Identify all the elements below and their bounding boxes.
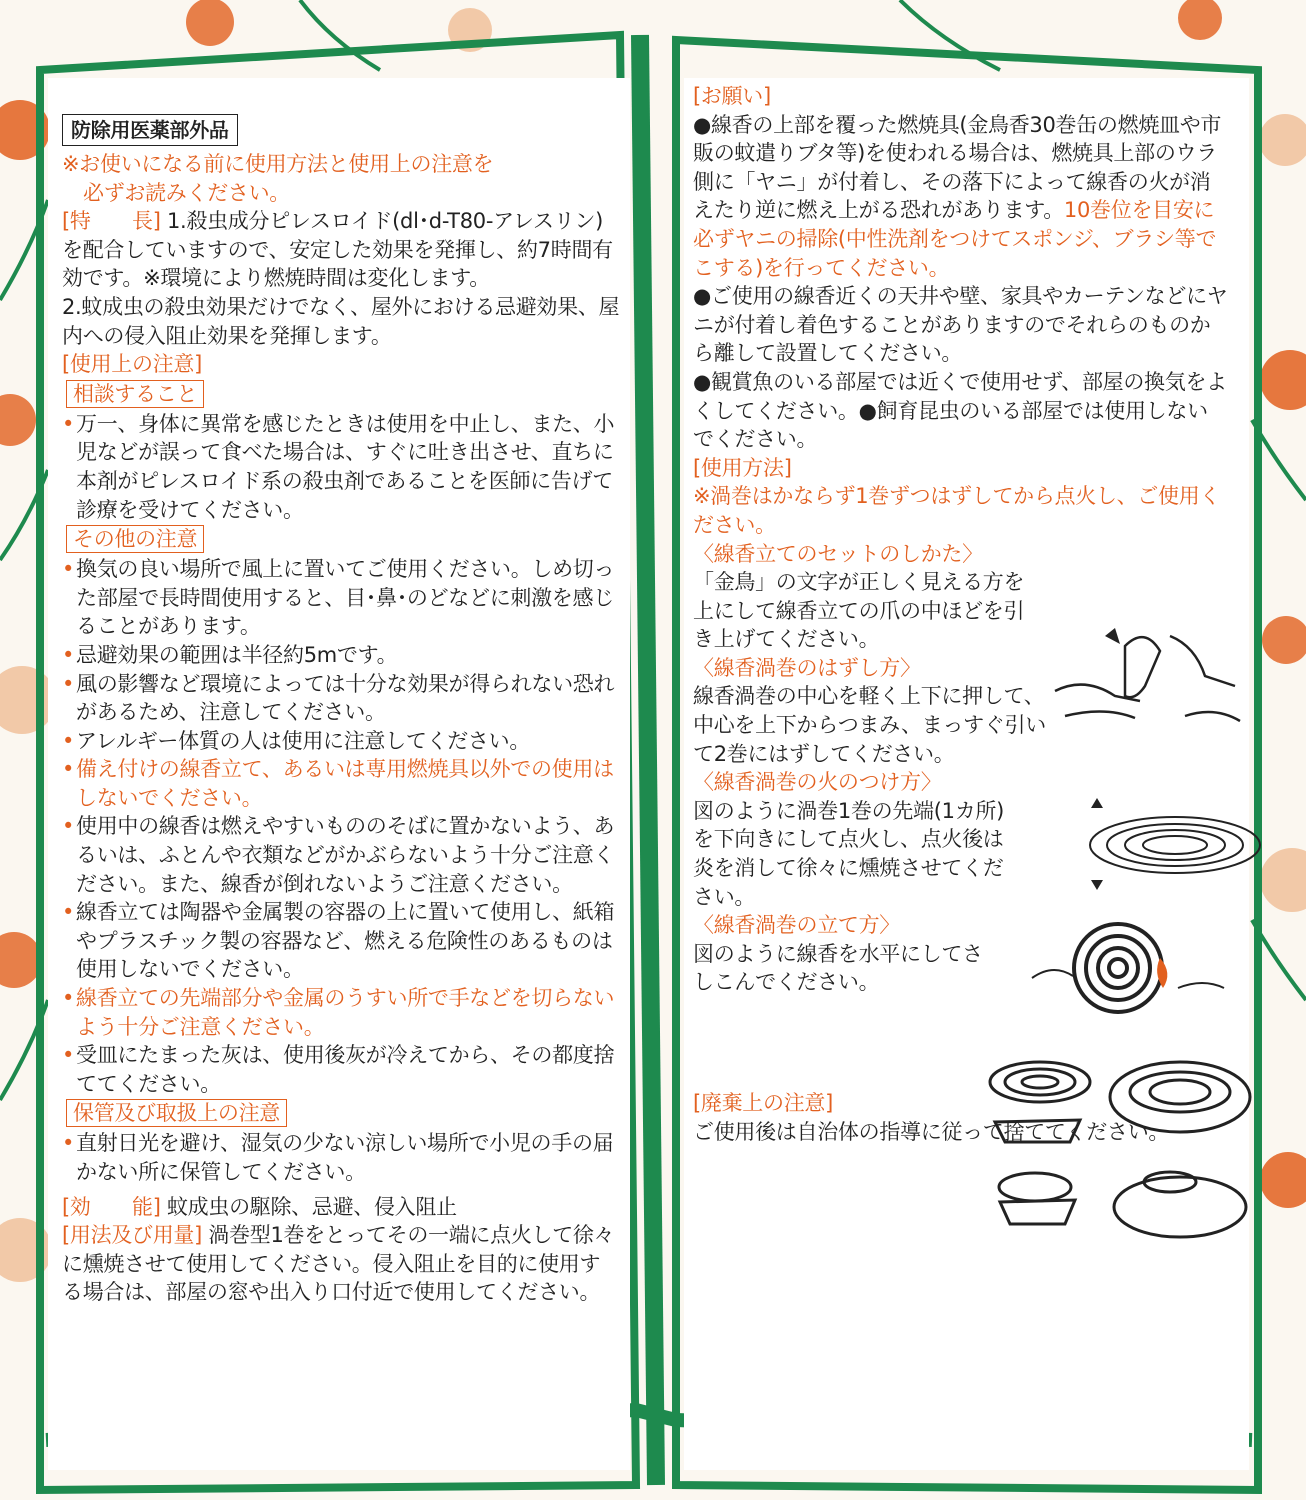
- setup-text: 「金鳥」の文字が正しく見える方を上にして線香立ての爪の中ほどを引き上げてください。: [693, 570, 1025, 652]
- other-precaution-item: • 風の影響など環境によっては十分な効果が得られない恐れがあるため、注意してください。: [62, 670, 620, 727]
- request-paragraph-1: ●線香の上部を覆った燃焼具(金鳥香30巻缶の燃焼皿や市販の蚊遣りブタ等)を使われる場合は、燃焼具上部のウラ側に「ヤニ」が付着し、その落下によって線香の火が消えたり逆に燃え上がる恐れがあります。10巻位を目安に必ずヤニの掃除(中性洗剤をつけてスポンジ、ブラシ等でこする)を行ってください。: [693, 112, 1222, 280]
- efficacy-label: [効 能]: [62, 1194, 161, 1219]
- features-label: [特 長]: [62, 209, 161, 234]
- other-precautions-heading: その他の注意: [66, 525, 204, 553]
- other-precaution-item: • 受皿にたまった灰は、使用後灰が冷えてから、その都度捨ててください。: [62, 1041, 620, 1098]
- dosage-label: [用法及び用量]: [62, 1223, 202, 1248]
- coil-separation-illustration: [1085, 790, 1265, 900]
- efficacy-text: 蚊成虫の駆除、忌避、侵入阻止: [160, 1194, 457, 1219]
- light-heading: 〈線香渦巻の火のつけ方〉: [693, 770, 942, 795]
- disposal-text: ご使用後は自治体の指導に従って捨ててください。: [693, 1119, 1170, 1144]
- remove-heading: 〈線香渦巻のはずし方〉: [693, 655, 921, 680]
- dosage-section: [62, 1221, 620, 1307]
- consult-item: • 万一、身体に異常を感じたときは使用を中止し、また、小児などが誤って食べた場合は、すぐに吐き出させ、直ちに本剤がピレスロイド系の殺虫剤であることを医師に告げて診療を受けてください。: [62, 410, 620, 524]
- request-paragraph-3: ●観賞魚のいる部屋では近くで使用せず、部屋の換気をよくしてください。●飼育昆虫のいる部屋では使用しないでください。: [693, 369, 1227, 452]
- storage-item: • 直射日光を避け、湿気の少ない涼しい場所で小児の手の届かない所に保管してください。: [62, 1129, 620, 1186]
- other-precaution-item: • アレルギー体質の人は使用に注意してください。: [62, 727, 620, 756]
- precautions-heading: [使用上の注意]: [62, 352, 202, 377]
- quasi-drug-badge: 防除用医薬部外品: [62, 114, 238, 146]
- coil-lighting-illustration: [1028, 918, 1228, 1028]
- other-precaution-item: • 備え付けの線香立て、あるいは専用燃焼具以外での使用はしないでください。: [62, 755, 620, 812]
- tar-cleaning-note: 10巻位を目安に必ずヤニの掃除(中性洗剤をつけてスポンジ、ブラシ等でこする)を行ってください。: [693, 198, 1217, 280]
- coil-stand-illustration: [985, 1052, 1255, 1242]
- stand-setup-illustration: [1045, 606, 1245, 736]
- efficacy-section: [62, 1193, 620, 1222]
- storage-heading: 保管及び取扱上の注意: [66, 1099, 287, 1127]
- stand-heading: 〈線香渦巻の立て方〉: [693, 913, 900, 938]
- stand-text: 図のように線香を水平にしてさしこんでください。: [693, 941, 983, 995]
- read-first-warning: ※お使いになる前に使用方法と使用上の注意を 必ずお読みください。: [62, 152, 494, 205]
- other-precaution-item: • 線香立ての先端部分や金属のうすい所で手などを切らないよう十分ご注意ください。: [62, 984, 620, 1041]
- left-column: [62, 114, 620, 1307]
- usage-note: ※渦巻はかならず1巻ずつはずしてから点火し、ご使用ください。: [693, 484, 1221, 537]
- other-precaution-item: • 換気の良い場所で風上に置いてご使用ください。しめ切った部屋で長時間使用すると、目･鼻･のどなどに刺激を感じることがあります。: [62, 555, 620, 641]
- other-precaution-item: • 線香立ては陶器や金属製の容器の上に置いて使用し、紙箱やプラスチック製の容器など、燃える危険性のあるものは使用しないでください。: [62, 898, 620, 984]
- other-precaution-item: • 忌避効果の範囲は半径約5mです。: [62, 641, 620, 670]
- request-heading: [お願い]: [693, 84, 771, 108]
- features-item-2: 2.蚊成虫の殺虫効果だけでなく、屋外における忌避効果、屋内への侵入阻止効果を発揮します。: [62, 294, 620, 348]
- light-text: 図のように渦巻1巻の先端(1カ所)を下向きにして点火し、点火後は炎を消して徐々に燻焼させてください。: [693, 798, 1005, 909]
- usage-heading: [使用方法]: [693, 455, 792, 480]
- features-text: 1.殺虫成分ピレスロイド(dl･d-T80-アレスリン)を配合していますので、安定した効果を発揮し、約7時間有効です。※環境により燃焼時間は変化します。: [62, 209, 613, 291]
- setup-heading: 〈線香立てのセットのしかた〉: [693, 541, 983, 566]
- other-precaution-item: • 使用中の線香は燃えやすいもののそばに置かないよう、あるいは、ふとんや衣類などがかぶらないよう十分ご注意ください。また、線香が倒れないようご注意ください。: [62, 812, 620, 898]
- disposal-heading: [廃棄上の注意]: [693, 1091, 833, 1115]
- dosage-text: 渦巻型1巻をとってその一端に点火して徐々に燻焼させて使用してください。侵入阻止を目的に使用する場合は、部屋の窓や出入り口付近で使用してください。: [62, 1223, 615, 1305]
- consult-heading: 相談すること: [66, 380, 204, 408]
- remove-text: 線香渦巻の中心を軽く上下に押して、中心を上下からつまみ、まっすぐ引いて2巻にはずしてください。: [693, 684, 1046, 766]
- features-section: [62, 207, 620, 293]
- request-paragraph-2: ●ご使用の線香近くの天井や壁、家具やカーテンなどにヤニが付着し着色することがありますのでそれらのものから離して設置してください。: [693, 284, 1228, 366]
